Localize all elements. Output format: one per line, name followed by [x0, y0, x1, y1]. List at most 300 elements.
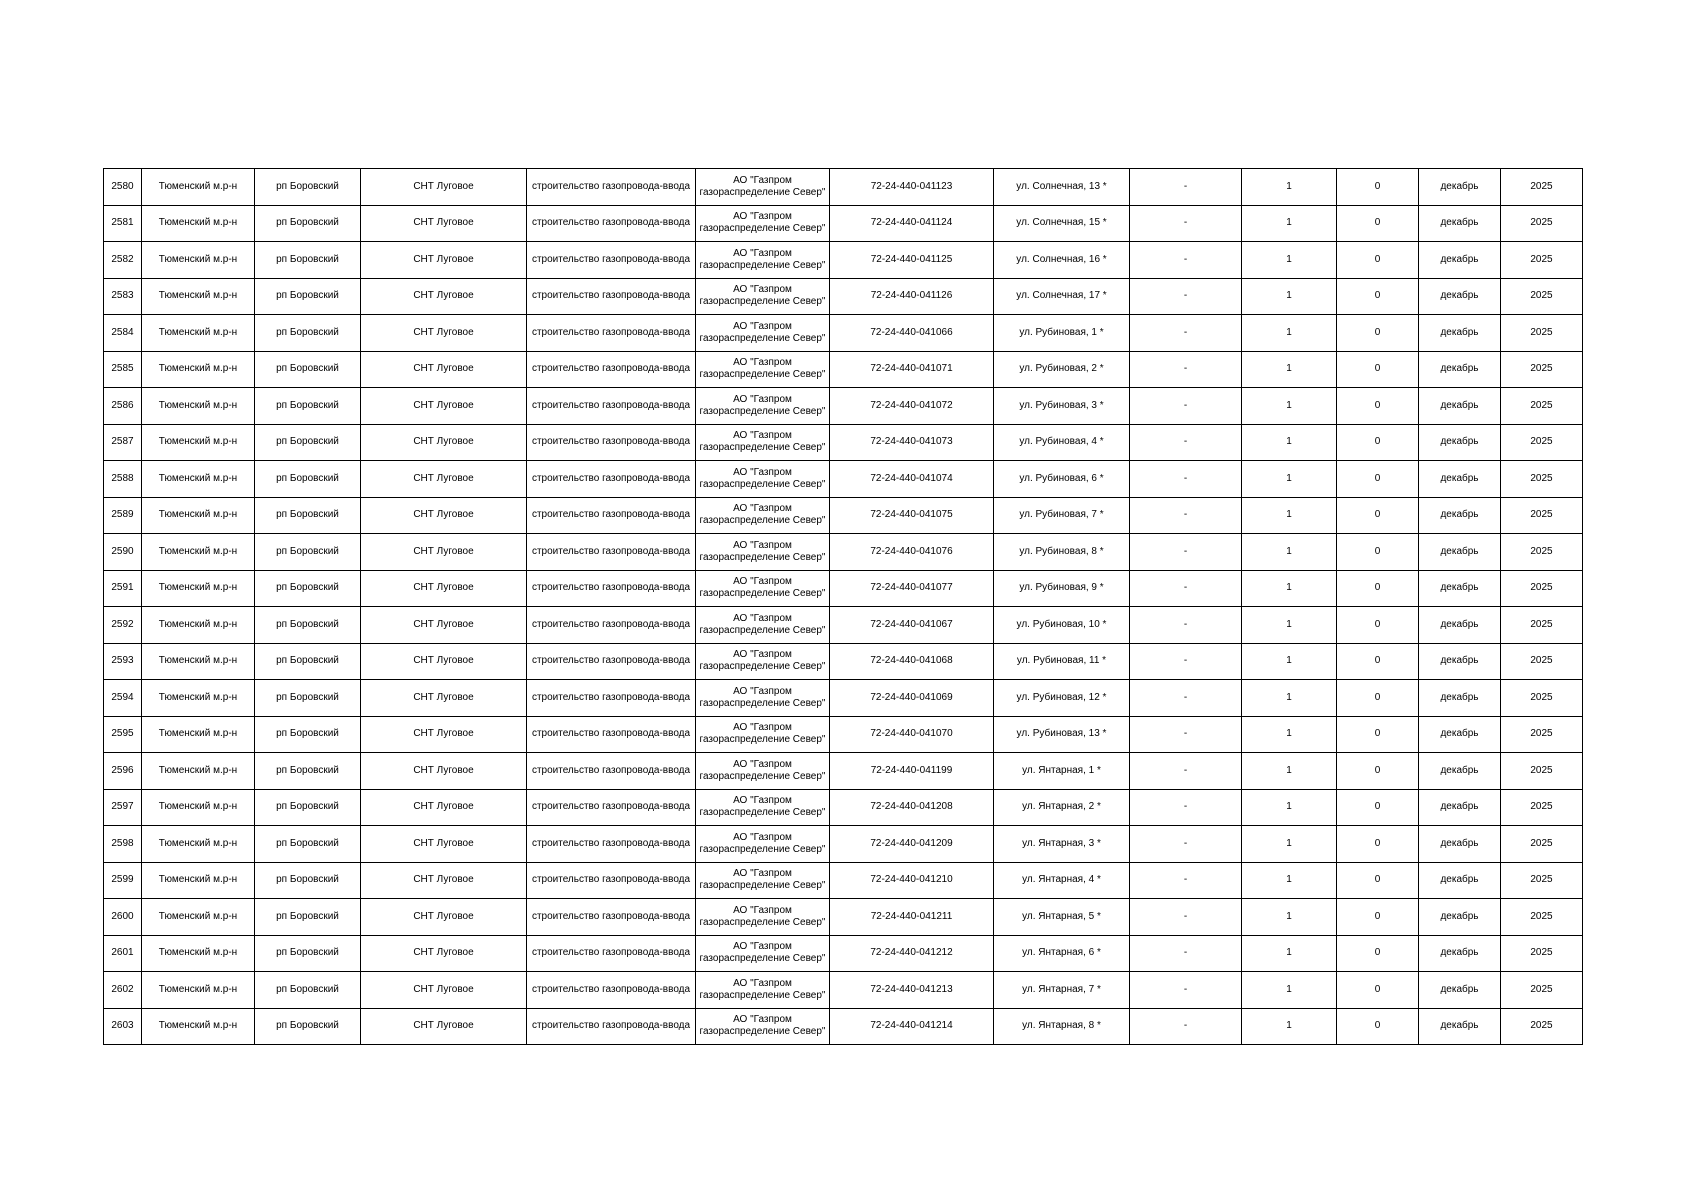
- table-row: [104, 497, 1583, 534]
- count-cell: 1: [1242, 899, 1337, 936]
- count-cell: 1: [1242, 461, 1337, 498]
- organization-cell: АО "Газпром газораспределение Север": [696, 862, 830, 899]
- address-cell: ул. Янтарная, 1 *: [994, 753, 1130, 790]
- count-cell: 1: [1242, 534, 1337, 571]
- note-cell: -: [1130, 899, 1242, 936]
- value-cell: 0: [1337, 461, 1419, 498]
- month-cell: декабрь: [1419, 278, 1501, 315]
- address-cell: ул. Янтарная, 8 *: [994, 1008, 1130, 1045]
- district-cell: Тюменский м.р-н: [142, 534, 255, 571]
- cadastral-number-cell: 72-24-440-041074: [830, 461, 994, 498]
- cadastral-number-cell: 72-24-440-041072: [830, 388, 994, 425]
- address-cell: ул. Рубиновая, 6 *: [994, 461, 1130, 498]
- month-cell: декабрь: [1419, 570, 1501, 607]
- count-cell: 1: [1242, 315, 1337, 352]
- table-row: [104, 716, 1583, 753]
- work-type-cell: строительство газопровода-ввода: [527, 315, 696, 352]
- work-type-cell: строительство газопровода-ввода: [527, 388, 696, 425]
- note-cell: -: [1130, 972, 1242, 1009]
- organization-cell: АО "Газпром газораспределение Север": [696, 388, 830, 425]
- cadastral-number-cell: 72-24-440-041076: [830, 534, 994, 571]
- year-cell: 2025: [1501, 169, 1583, 206]
- count-cell: 1: [1242, 862, 1337, 899]
- district-cell: Тюменский м.р-н: [142, 278, 255, 315]
- row-number-cell: 2599: [104, 862, 142, 899]
- settlement-cell: рп Боровский: [255, 1008, 361, 1045]
- cadastral-number-cell: 72-24-440-041123: [830, 169, 994, 206]
- settlement-cell: рп Боровский: [255, 972, 361, 1009]
- year-cell: 2025: [1501, 497, 1583, 534]
- year-cell: 2025: [1501, 205, 1583, 242]
- organization-cell: АО "Газпром газораспределение Север": [696, 351, 830, 388]
- settlement-cell: рп Боровский: [255, 169, 361, 206]
- locality-cell: СНТ Луговое: [361, 716, 527, 753]
- work-type-cell: строительство газопровода-ввода: [527, 643, 696, 680]
- year-cell: 2025: [1501, 643, 1583, 680]
- count-cell: 1: [1242, 351, 1337, 388]
- address-cell: ул. Янтарная, 7 *: [994, 972, 1130, 1009]
- locality-cell: СНТ Луговое: [361, 205, 527, 242]
- year-cell: 2025: [1501, 862, 1583, 899]
- month-cell: декабрь: [1419, 497, 1501, 534]
- locality-cell: СНТ Луговое: [361, 680, 527, 717]
- year-cell: 2025: [1501, 935, 1583, 972]
- year-cell: 2025: [1501, 424, 1583, 461]
- note-cell: -: [1130, 643, 1242, 680]
- count-cell: 1: [1242, 205, 1337, 242]
- year-cell: 2025: [1501, 826, 1583, 863]
- count-cell: 1: [1242, 826, 1337, 863]
- count-cell: 1: [1242, 607, 1337, 644]
- row-number-cell: 2596: [104, 753, 142, 790]
- work-type-cell: строительство газопровода-ввода: [527, 351, 696, 388]
- month-cell: декабрь: [1419, 315, 1501, 352]
- address-cell: ул. Рубиновая, 13 *: [994, 716, 1130, 753]
- work-type-cell: строительство газопровода-ввода: [527, 826, 696, 863]
- note-cell: -: [1130, 1008, 1242, 1045]
- count-cell: 1: [1242, 1008, 1337, 1045]
- locality-cell: СНТ Луговое: [361, 461, 527, 498]
- table-row: [104, 461, 1583, 498]
- note-cell: -: [1130, 242, 1242, 279]
- row-number-cell: 2585: [104, 351, 142, 388]
- row-number-cell: 2581: [104, 205, 142, 242]
- table-row: [104, 424, 1583, 461]
- row-number-cell: 2594: [104, 680, 142, 717]
- year-cell: 2025: [1501, 789, 1583, 826]
- locality-cell: СНТ Луговое: [361, 789, 527, 826]
- work-type-cell: строительство газопровода-ввода: [527, 1008, 696, 1045]
- month-cell: декабрь: [1419, 534, 1501, 571]
- district-cell: Тюменский м.р-н: [142, 388, 255, 425]
- month-cell: декабрь: [1419, 753, 1501, 790]
- cadastral-number-cell: 72-24-440-041067: [830, 607, 994, 644]
- work-type-cell: строительство газопровода-ввода: [527, 716, 696, 753]
- value-cell: 0: [1337, 862, 1419, 899]
- locality-cell: СНТ Луговое: [361, 315, 527, 352]
- month-cell: декабрь: [1419, 1008, 1501, 1045]
- year-cell: 2025: [1501, 570, 1583, 607]
- locality-cell: СНТ Луговое: [361, 169, 527, 206]
- address-cell: ул. Янтарная, 6 *: [994, 935, 1130, 972]
- count-cell: 1: [1242, 388, 1337, 425]
- count-cell: 1: [1242, 570, 1337, 607]
- count-cell: 1: [1242, 935, 1337, 972]
- locality-cell: СНТ Луговое: [361, 607, 527, 644]
- settlement-cell: рп Боровский: [255, 388, 361, 425]
- work-type-cell: строительство газопровода-ввода: [527, 789, 696, 826]
- table-row: [104, 899, 1583, 936]
- table-row: [104, 205, 1583, 242]
- settlement-cell: рп Боровский: [255, 753, 361, 790]
- address-cell: ул. Солнечная, 16 *: [994, 242, 1130, 279]
- month-cell: декабрь: [1419, 972, 1501, 1009]
- table-row: [104, 1008, 1583, 1045]
- locality-cell: СНТ Луговое: [361, 351, 527, 388]
- locality-cell: СНТ Луговое: [361, 242, 527, 279]
- row-number-cell: 2591: [104, 570, 142, 607]
- row-number-cell: 2583: [104, 278, 142, 315]
- work-type-cell: строительство газопровода-ввода: [527, 242, 696, 279]
- organization-cell: АО "Газпром газораспределение Север": [696, 205, 830, 242]
- note-cell: -: [1130, 205, 1242, 242]
- cadastral-number-cell: 72-24-440-041214: [830, 1008, 994, 1045]
- settlement-cell: рп Боровский: [255, 680, 361, 717]
- year-cell: 2025: [1501, 972, 1583, 1009]
- organization-cell: АО "Газпром газораспределение Север": [696, 315, 830, 352]
- settlement-cell: рп Боровский: [255, 899, 361, 936]
- locality-cell: СНТ Луговое: [361, 972, 527, 1009]
- value-cell: 0: [1337, 972, 1419, 1009]
- note-cell: -: [1130, 680, 1242, 717]
- year-cell: 2025: [1501, 242, 1583, 279]
- year-cell: 2025: [1501, 680, 1583, 717]
- organization-cell: АО "Газпром газораспределение Север": [696, 497, 830, 534]
- month-cell: декабрь: [1419, 461, 1501, 498]
- cadastral-number-cell: 72-24-440-041070: [830, 716, 994, 753]
- settlement-cell: рп Боровский: [255, 607, 361, 644]
- cadastral-number-cell: 72-24-440-041073: [830, 424, 994, 461]
- district-cell: Тюменский м.р-н: [142, 972, 255, 1009]
- district-cell: Тюменский м.р-н: [142, 935, 255, 972]
- address-cell: ул. Рубиновая, 9 *: [994, 570, 1130, 607]
- district-cell: Тюменский м.р-н: [142, 716, 255, 753]
- cadastral-number-cell: 72-24-440-041124: [830, 205, 994, 242]
- note-cell: -: [1130, 716, 1242, 753]
- district-cell: Тюменский м.р-н: [142, 826, 255, 863]
- address-cell: ул. Рубиновая, 12 *: [994, 680, 1130, 717]
- table-row: [104, 680, 1583, 717]
- count-cell: 1: [1242, 169, 1337, 206]
- address-cell: ул. Солнечная, 15 *: [994, 205, 1130, 242]
- settlement-cell: рп Боровский: [255, 424, 361, 461]
- value-cell: 0: [1337, 351, 1419, 388]
- district-cell: Тюменский м.р-н: [142, 461, 255, 498]
- row-number-cell: 2580: [104, 169, 142, 206]
- note-cell: -: [1130, 169, 1242, 206]
- cadastral-number-cell: 72-24-440-041199: [830, 753, 994, 790]
- organization-cell: АО "Газпром газораспределение Север": [696, 607, 830, 644]
- settlement-cell: рп Боровский: [255, 862, 361, 899]
- organization-cell: АО "Газпром газораспределение Север": [696, 169, 830, 206]
- table-row: [104, 862, 1583, 899]
- value-cell: 0: [1337, 205, 1419, 242]
- cadastral-number-cell: 72-24-440-041208: [830, 789, 994, 826]
- year-cell: 2025: [1501, 534, 1583, 571]
- address-cell: ул. Рубиновая, 1 *: [994, 315, 1130, 352]
- month-cell: декабрь: [1419, 242, 1501, 279]
- note-cell: -: [1130, 351, 1242, 388]
- locality-cell: СНТ Луговое: [361, 1008, 527, 1045]
- month-cell: декабрь: [1419, 716, 1501, 753]
- organization-cell: АО "Газпром газораспределение Север": [696, 570, 830, 607]
- table-row: [104, 826, 1583, 863]
- month-cell: декабрь: [1419, 169, 1501, 206]
- data-table: [103, 168, 1583, 1045]
- district-cell: Тюменский м.р-н: [142, 497, 255, 534]
- locality-cell: СНТ Луговое: [361, 424, 527, 461]
- locality-cell: СНТ Луговое: [361, 935, 527, 972]
- work-type-cell: строительство газопровода-ввода: [527, 424, 696, 461]
- month-cell: декабрь: [1419, 862, 1501, 899]
- table-row: [104, 534, 1583, 571]
- district-cell: Тюменский м.р-н: [142, 315, 255, 352]
- address-cell: ул. Янтарная, 5 *: [994, 899, 1130, 936]
- district-cell: Тюменский м.р-н: [142, 607, 255, 644]
- district-cell: Тюменский м.р-н: [142, 753, 255, 790]
- row-number-cell: 2595: [104, 716, 142, 753]
- locality-cell: СНТ Луговое: [361, 534, 527, 571]
- count-cell: 1: [1242, 424, 1337, 461]
- cadastral-number-cell: 72-24-440-041213: [830, 972, 994, 1009]
- organization-cell: АО "Газпром газораспределение Север": [696, 826, 830, 863]
- work-type-cell: строительство газопровода-ввода: [527, 169, 696, 206]
- value-cell: 0: [1337, 424, 1419, 461]
- settlement-cell: рп Боровский: [255, 789, 361, 826]
- table-row: [104, 351, 1583, 388]
- table-row: [104, 935, 1583, 972]
- month-cell: декабрь: [1419, 680, 1501, 717]
- note-cell: -: [1130, 826, 1242, 863]
- count-cell: 1: [1242, 278, 1337, 315]
- locality-cell: СНТ Луговое: [361, 826, 527, 863]
- month-cell: декабрь: [1419, 607, 1501, 644]
- district-cell: Тюменский м.р-н: [142, 789, 255, 826]
- year-cell: 2025: [1501, 461, 1583, 498]
- work-type-cell: строительство газопровода-ввода: [527, 899, 696, 936]
- value-cell: 0: [1337, 716, 1419, 753]
- value-cell: 0: [1337, 242, 1419, 279]
- settlement-cell: рп Боровский: [255, 315, 361, 352]
- value-cell: 0: [1337, 680, 1419, 717]
- count-cell: 1: [1242, 972, 1337, 1009]
- value-cell: 0: [1337, 607, 1419, 644]
- note-cell: -: [1130, 935, 1242, 972]
- year-cell: 2025: [1501, 899, 1583, 936]
- address-cell: ул. Рубиновая, 11 *: [994, 643, 1130, 680]
- value-cell: 0: [1337, 753, 1419, 790]
- value-cell: 0: [1337, 826, 1419, 863]
- district-cell: Тюменский м.р-н: [142, 643, 255, 680]
- organization-cell: АО "Газпром газораспределение Север": [696, 935, 830, 972]
- work-type-cell: строительство газопровода-ввода: [527, 497, 696, 534]
- district-cell: Тюменский м.р-н: [142, 205, 255, 242]
- address-cell: ул. Рубиновая, 3 *: [994, 388, 1130, 425]
- work-type-cell: строительство газопровода-ввода: [527, 205, 696, 242]
- month-cell: декабрь: [1419, 351, 1501, 388]
- row-number-cell: 2592: [104, 607, 142, 644]
- locality-cell: СНТ Луговое: [361, 643, 527, 680]
- district-cell: Тюменский м.р-н: [142, 242, 255, 279]
- work-type-cell: строительство газопровода-ввода: [527, 534, 696, 571]
- note-cell: -: [1130, 753, 1242, 790]
- month-cell: декабрь: [1419, 205, 1501, 242]
- month-cell: декабрь: [1419, 789, 1501, 826]
- district-cell: Тюменский м.р-н: [142, 862, 255, 899]
- table-row: [104, 607, 1583, 644]
- value-cell: 0: [1337, 1008, 1419, 1045]
- note-cell: -: [1130, 534, 1242, 571]
- district-cell: Тюменский м.р-н: [142, 1008, 255, 1045]
- district-cell: Тюменский м.р-н: [142, 351, 255, 388]
- note-cell: -: [1130, 388, 1242, 425]
- settlement-cell: рп Боровский: [255, 534, 361, 571]
- locality-cell: СНТ Луговое: [361, 899, 527, 936]
- row-number-cell: 2598: [104, 826, 142, 863]
- count-cell: 1: [1242, 497, 1337, 534]
- work-type-cell: строительство газопровода-ввода: [527, 680, 696, 717]
- work-type-cell: строительство газопровода-ввода: [527, 753, 696, 790]
- table-row: [104, 753, 1583, 790]
- note-cell: -: [1130, 862, 1242, 899]
- table-row: [104, 242, 1583, 279]
- address-cell: ул. Янтарная, 4 *: [994, 862, 1130, 899]
- year-cell: 2025: [1501, 278, 1583, 315]
- organization-cell: АО "Газпром газораспределение Север": [696, 461, 830, 498]
- organization-cell: АО "Газпром газораспределение Север": [696, 424, 830, 461]
- row-number-cell: 2603: [104, 1008, 142, 1045]
- locality-cell: СНТ Луговое: [361, 570, 527, 607]
- month-cell: декабрь: [1419, 899, 1501, 936]
- note-cell: -: [1130, 424, 1242, 461]
- count-cell: 1: [1242, 789, 1337, 826]
- organization-cell: АО "Газпром газораспределение Север": [696, 643, 830, 680]
- table-row: [104, 789, 1583, 826]
- row-number-cell: 2588: [104, 461, 142, 498]
- month-cell: декабрь: [1419, 424, 1501, 461]
- organization-cell: АО "Газпром газораспределение Север": [696, 899, 830, 936]
- organization-cell: АО "Газпром газораспределение Север": [696, 753, 830, 790]
- organization-cell: АО "Газпром газораспределение Север": [696, 278, 830, 315]
- count-cell: 1: [1242, 753, 1337, 790]
- year-cell: 2025: [1501, 607, 1583, 644]
- address-cell: ул. Рубиновая, 2 *: [994, 351, 1130, 388]
- organization-cell: АО "Газпром газораспределение Север": [696, 534, 830, 571]
- table-row: [104, 643, 1583, 680]
- row-number-cell: 2593: [104, 643, 142, 680]
- month-cell: декабрь: [1419, 935, 1501, 972]
- locality-cell: СНТ Луговое: [361, 753, 527, 790]
- district-cell: Тюменский м.р-н: [142, 899, 255, 936]
- settlement-cell: рп Боровский: [255, 497, 361, 534]
- row-number-cell: 2584: [104, 315, 142, 352]
- cadastral-number-cell: 72-24-440-041071: [830, 351, 994, 388]
- address-cell: ул. Рубиновая, 4 *: [994, 424, 1130, 461]
- settlement-cell: рп Боровский: [255, 242, 361, 279]
- cadastral-number-cell: 72-24-440-041077: [830, 570, 994, 607]
- row-number-cell: 2597: [104, 789, 142, 826]
- organization-cell: АО "Газпром газораспределение Север": [696, 680, 830, 717]
- settlement-cell: рп Боровский: [255, 570, 361, 607]
- value-cell: 0: [1337, 643, 1419, 680]
- month-cell: декабрь: [1419, 826, 1501, 863]
- note-cell: -: [1130, 461, 1242, 498]
- value-cell: 0: [1337, 935, 1419, 972]
- work-type-cell: строительство газопровода-ввода: [527, 935, 696, 972]
- month-cell: декабрь: [1419, 643, 1501, 680]
- value-cell: 0: [1337, 899, 1419, 936]
- address-cell: ул. Солнечная, 17 *: [994, 278, 1130, 315]
- table-row: [104, 388, 1583, 425]
- work-type-cell: строительство газопровода-ввода: [527, 862, 696, 899]
- cadastral-number-cell: 72-24-440-041125: [830, 242, 994, 279]
- value-cell: 0: [1337, 315, 1419, 352]
- note-cell: -: [1130, 570, 1242, 607]
- locality-cell: СНТ Луговое: [361, 388, 527, 425]
- address-cell: ул. Рубиновая, 7 *: [994, 497, 1130, 534]
- organization-cell: АО "Газпром газораспределение Север": [696, 972, 830, 1009]
- settlement-cell: рп Боровский: [255, 716, 361, 753]
- address-cell: ул. Солнечная, 13 *: [994, 169, 1130, 206]
- row-number-cell: 2587: [104, 424, 142, 461]
- month-cell: декабрь: [1419, 388, 1501, 425]
- address-cell: ул. Рубиновая, 10 *: [994, 607, 1130, 644]
- table-row: [104, 315, 1583, 352]
- year-cell: 2025: [1501, 753, 1583, 790]
- year-cell: 2025: [1501, 351, 1583, 388]
- locality-cell: СНТ Луговое: [361, 862, 527, 899]
- table-row: [104, 278, 1583, 315]
- work-type-cell: строительство газопровода-ввода: [527, 278, 696, 315]
- cadastral-number-cell: 72-24-440-041068: [830, 643, 994, 680]
- cadastral-number-cell: 72-24-440-041069: [830, 680, 994, 717]
- cadastral-number-cell: 72-24-440-041210: [830, 862, 994, 899]
- settlement-cell: рп Боровский: [255, 461, 361, 498]
- address-cell: ул. Янтарная, 2 *: [994, 789, 1130, 826]
- value-cell: 0: [1337, 169, 1419, 206]
- row-number-cell: 2602: [104, 972, 142, 1009]
- work-type-cell: строительство газопровода-ввода: [527, 570, 696, 607]
- value-cell: 0: [1337, 497, 1419, 534]
- organization-cell: АО "Газпром газораспределение Север": [696, 1008, 830, 1045]
- work-type-cell: строительство газопровода-ввода: [527, 607, 696, 644]
- district-cell: Тюменский м.р-н: [142, 570, 255, 607]
- work-type-cell: строительство газопровода-ввода: [527, 461, 696, 498]
- address-cell: ул. Янтарная, 3 *: [994, 826, 1130, 863]
- value-cell: 0: [1337, 534, 1419, 571]
- row-number-cell: 2590: [104, 534, 142, 571]
- settlement-cell: рп Боровский: [255, 351, 361, 388]
- locality-cell: СНТ Луговое: [361, 278, 527, 315]
- value-cell: 0: [1337, 570, 1419, 607]
- settlement-cell: рп Боровский: [255, 205, 361, 242]
- organization-cell: АО "Газпром газораспределение Север": [696, 789, 830, 826]
- settlement-cell: рп Боровский: [255, 643, 361, 680]
- table-row: [104, 169, 1583, 206]
- count-cell: 1: [1242, 716, 1337, 753]
- row-number-cell: 2589: [104, 497, 142, 534]
- cadastral-number-cell: 72-24-440-041209: [830, 826, 994, 863]
